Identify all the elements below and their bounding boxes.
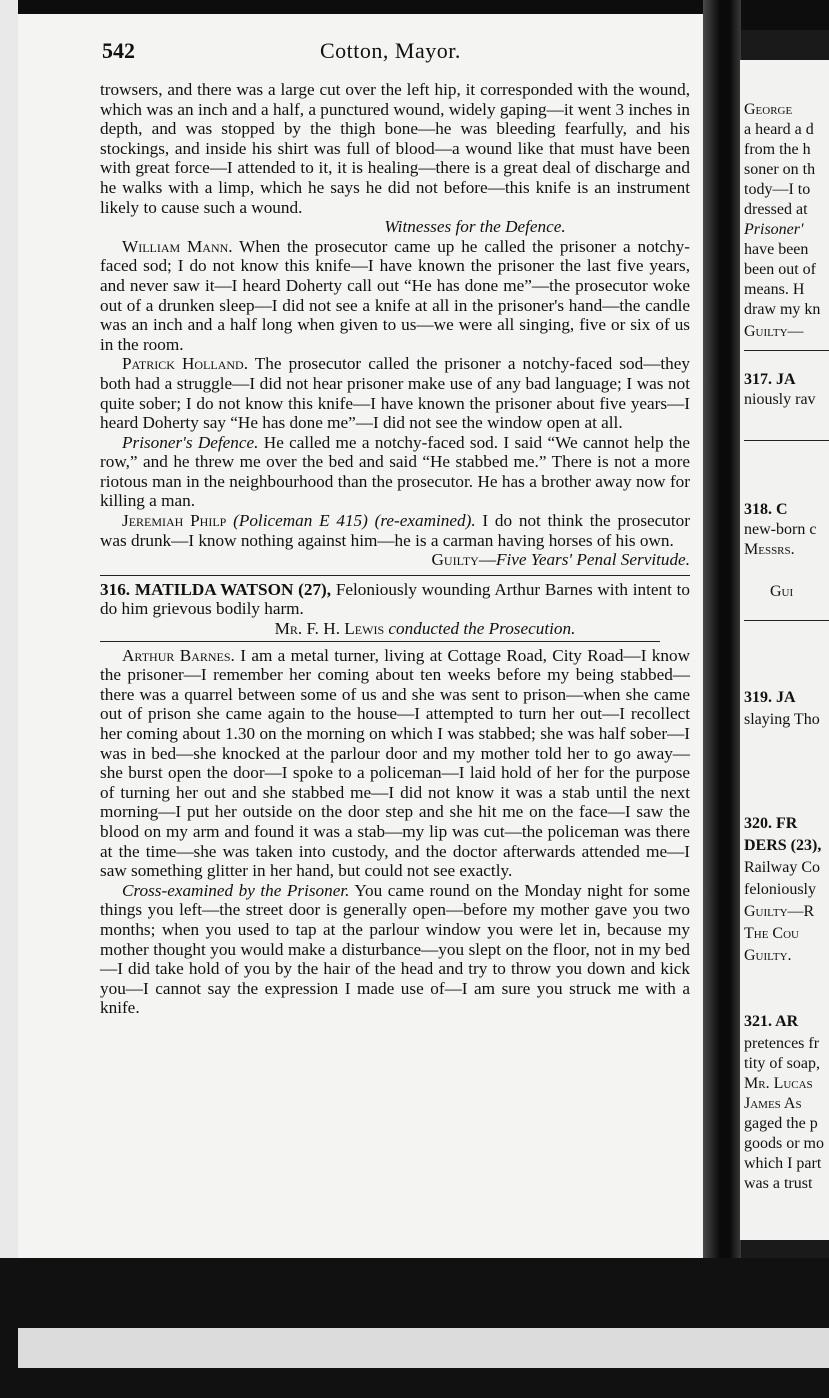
- right-fragment: was a trust: [744, 1175, 813, 1192]
- testimony-mann: [100, 237, 690, 355]
- testimony-philp: [100, 511, 690, 550]
- right-fragment: The Cou: [744, 925, 799, 942]
- witness-role: (Policeman E 415): [233, 511, 368, 531]
- right-fragment: George: [744, 101, 793, 118]
- right-fragment: goods or mo: [744, 1135, 824, 1152]
- book-gutter: [703, 0, 741, 1260]
- running-head: [80, 30, 700, 70]
- right-fragment: been out of: [744, 261, 816, 278]
- defence-text: He called me a notchy-faced sod. I said “We cannot help the row,” and he threw me over the bed and said “He stabbed me.” There is not a more riotous man in the neighbourhood than the prosecutor. He has a brother away now for killing a man.: [100, 432, 690, 511]
- right-fragment: a heard a d: [744, 121, 814, 138]
- verdict-guilty: Guilty—: [431, 550, 497, 570]
- right-fragment: tity of soap,: [744, 1055, 820, 1072]
- right-fragment: 321. AR: [744, 1013, 799, 1030]
- scan-bottom-strip: [18, 1328, 829, 1368]
- testimony-barnes: [100, 646, 690, 881]
- witness-name: Patrick Holland.: [122, 354, 249, 374]
- testimony-text: The prosecutor called the prisoner a notchy-faced sod—they both had a struggle—I did not hear prisoner make use of any bad language; I was not quite sober; I do not know this knife—I have known the prisoner about five years—I heard Doherty say “He has done me”—I did not see the window open at all.: [100, 354, 690, 433]
- right-fragment: Prisoner': [744, 221, 804, 238]
- right-fragment: 317. JA: [744, 371, 796, 388]
- defence-label: Prisoner's Defence.: [122, 432, 259, 452]
- counsel-line: [100, 619, 690, 639]
- testimony-text: I do not think the prosecutor was drunk—I know nothing against him—he is a carman having horses of his own.: [100, 511, 690, 550]
- right-fragment: Mr. Lucas: [744, 1075, 813, 1092]
- right-fragment: means. H: [744, 281, 805, 298]
- right-fragment: 319. JA: [744, 689, 796, 706]
- section-heading: Witnesses for the Defence.: [384, 217, 566, 237]
- testimony-text: When the prosecutor came up he called the prisoner a notchy-faced sod; I do not know this knife—I have known the prisoner the last five years, and never saw it—I heard Doherty call out “He has done me”—the prosecutor woke out of a drunken sleep—I did not see a knife at all in the prisoner's hand—the candle was an inch and a half long when given to us—we were all singing, five or six of us in the room.: [100, 236, 690, 354]
- scan-left-edge: [0, 0, 18, 1398]
- case-heading: [100, 580, 690, 619]
- verdict: [100, 550, 690, 570]
- testimony-holland: [100, 354, 690, 432]
- right-fragment: tody—I to: [744, 181, 811, 198]
- right-fragment: dressed at: [744, 201, 808, 218]
- witness-name: William Mann.: [122, 236, 233, 256]
- cross-examination: [100, 881, 690, 1018]
- right-fragment: Guilty.: [744, 947, 792, 964]
- running-title: Cotton, Mayor.: [320, 38, 461, 63]
- testimony-text: I am a metal turner, living at Cottage Road, City Road—I know the prisoner—I remember her coming about ten weeks before my being stabbed—there was a quarrel between some of us and she was sent to prison—when she came out of prison she came again to the house—I attempted to turn her out—I recollect her coming about 1.30 on the morning on which I was stabbed; she was half sober—I was in bed—she knocked at the parlour door and my mother told her to go away—she burst open the door—I spoke to a policeman—I laid hold of her for the purpose of turning her out and she stabbed me—I did not know it was a stab until the next morning—I put her outside on the door step and she hit me on the face—I saw the blood on my arm and found it was a stab—my lip was cut—the policeman was there at the time—she was taken into custody, and the doctor afterwards attended me—I saw something glitter in her hand, but could not see exactly.: [100, 645, 691, 881]
- left-page-text: [100, 80, 690, 1018]
- right-fragment: feloniously: [744, 881, 816, 898]
- case-defendant: MATILDA WATSON (27),: [134, 579, 332, 599]
- right-fragment: 320. FR: [744, 815, 798, 832]
- right-fragment: gaged the p: [744, 1115, 818, 1132]
- right-fragment: DERS (23),: [744, 837, 822, 854]
- page-number: 542: [102, 38, 135, 63]
- counsel-rule: [100, 641, 660, 642]
- right-fragment: Railway Co: [744, 859, 820, 876]
- right-fragment: pretences fr: [744, 1035, 820, 1052]
- section-rule: [100, 575, 690, 576]
- right-fragment: 318. C: [744, 501, 788, 518]
- right-fragment: Guilty—R: [744, 903, 815, 920]
- right-fragment: Gui: [770, 583, 794, 600]
- counsel-name: Mr. F. H. Lewis: [274, 619, 385, 639]
- right-fragment: niously rav: [744, 391, 816, 408]
- witness-name: Jeremiah Philp: [122, 511, 227, 531]
- paragraph: trowsers, and there was a large cut over the left hip, it corresponded with the wound, which was an inch and a half, a punctured wound, widely gaping—it went 3 inches in depth, and was stopped by the thigh bone—he was bleeding fearfully, and his stockings, and inside his shirt was full of blood—a wound like that must have been with great force—I attended to it, it is healing—there is a great deal of discharge and he walks with a limp, which he says he did not before—this knife is an instrument likely to cause such a wound.: [100, 80, 690, 217]
- right-rule: [744, 350, 829, 351]
- prisoner-defence: [100, 433, 690, 511]
- right-rule: [744, 440, 829, 441]
- witness-name: Arthur Barnes.: [122, 645, 235, 665]
- counsel-text: conducted the Prosecution.: [388, 619, 576, 639]
- case-number: 316.: [100, 579, 131, 599]
- cross-label: Cross-examined by the Prisoner.: [122, 880, 350, 900]
- case-charge: Feloniously wounding Arthur Barnes with intent to do him grievous bodily harm.: [100, 579, 690, 619]
- right-fragment: soner on th: [744, 161, 816, 178]
- right-fragment: James As: [744, 1095, 802, 1112]
- right-fragment: from the h: [744, 141, 811, 158]
- right-fragment: which I part: [744, 1155, 822, 1172]
- right-rule: [744, 620, 829, 621]
- right-fragment: have been: [744, 241, 809, 258]
- right-fragment: draw my kn: [744, 301, 821, 318]
- right-fragment: Guilty—: [744, 323, 804, 340]
- cross-text: You came round on the Monday night for some things you left—the street door is generally open—before my mother gave you two months; when you used to tap at the parlour window you were let in, because my mother thought you would make a disturbance—you slept on the floor, not in my bed—I did take hold of you by the hair of the head and try to throw you down and kick you—I cannot say the expression I made use of—I am sure you struck me with a knife.: [100, 880, 690, 1018]
- right-fragment: slaying Tho: [744, 711, 820, 728]
- reexamined-label: (re-examined).: [374, 511, 476, 531]
- right-fragment: Messrs.: [744, 541, 795, 558]
- right-page: [740, 60, 829, 1240]
- verdict-sentence: Five Years' Penal Servitude.: [496, 550, 690, 570]
- right-fragment: new-born c: [744, 521, 817, 538]
- scan-bottom-edge: [0, 1258, 829, 1398]
